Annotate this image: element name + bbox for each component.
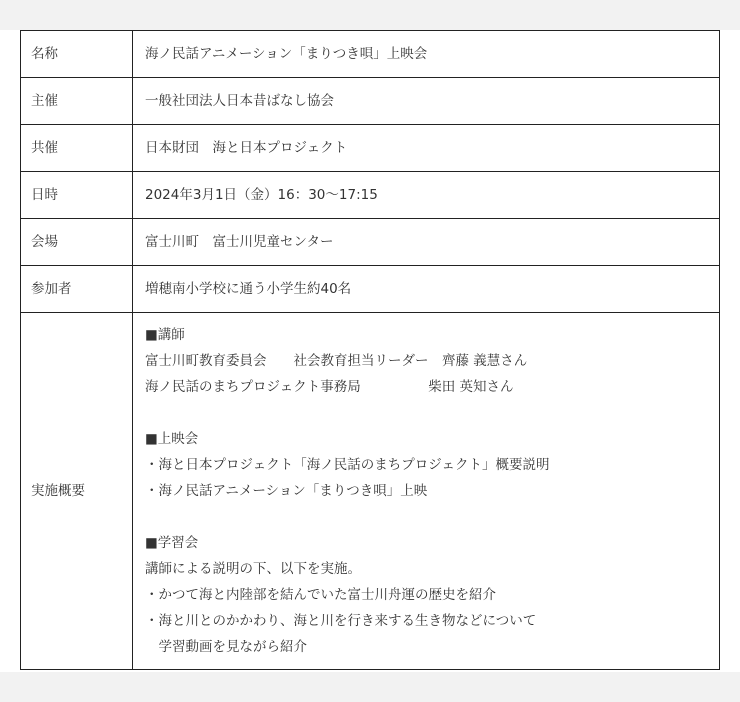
- row-label: 名称: [21, 31, 133, 78]
- row-label: 会場: [21, 219, 133, 266]
- row-label: 実施概要: [21, 313, 133, 670]
- overview-line: ■学習会: [145, 535, 199, 551]
- row-name: [21, 31, 720, 78]
- row-label: 共催: [21, 125, 133, 172]
- overview-line: 学習動画を見ながら紹介: [145, 639, 307, 655]
- overview-line: ■講師: [145, 327, 185, 343]
- row-label: 参加者: [21, 266, 133, 313]
- row-organizer: [21, 78, 720, 125]
- document-sheet: [0, 30, 740, 672]
- overview-line: 講師による説明の下、以下を実施。: [145, 561, 361, 577]
- overview-line: 富士川町教育委員会 社会教育担当リーダー 齊藤 義慧さん: [145, 353, 528, 369]
- overview-value: [133, 313, 720, 670]
- overview-line: ・海と日本プロジェクト「海ノ民話のまちプロジェクト」概要説明: [145, 457, 550, 473]
- overview-line: ・海と川とのかかわり、海と川を行き来する生き物などについて: [145, 613, 537, 629]
- row-value: 日本財団 海と日本プロジェクト: [133, 125, 720, 172]
- overview-line: [145, 504, 719, 530]
- overview-line: ■上映会: [145, 431, 199, 447]
- row-value: 増穂南小学校に通う小学生約40名: [133, 266, 720, 313]
- row-value: 富士川町 富士川児童センター: [133, 219, 720, 266]
- row-value: 2024年3月1日（金）16：30〜17:15: [133, 172, 720, 219]
- row-co-organizer: [21, 125, 720, 172]
- event-info-table: [20, 30, 720, 670]
- row-datetime: [21, 172, 720, 219]
- row-value: 海ノ民話アニメーション「まりつき唄」上映会: [133, 31, 720, 78]
- row-venue: [21, 219, 720, 266]
- row-participants: [21, 266, 720, 313]
- overview-line: [145, 400, 719, 426]
- row-label: 主催: [21, 78, 133, 125]
- overview-line: ・海ノ民話アニメーション「まりつき唄」上映: [145, 483, 428, 499]
- overview-line: ・かつて海と内陸部を結んでいた富士川舟運の歴史を紹介: [145, 587, 496, 603]
- row-label: 日時: [21, 172, 133, 219]
- overview-line: 海ノ民話のまちプロジェクト事務局 柴田 英知さん: [145, 379, 514, 395]
- overview-lines: [145, 314, 719, 668]
- row-overview: [21, 313, 720, 670]
- row-value: 一般社団法人日本昔ばなし協会: [133, 78, 720, 125]
